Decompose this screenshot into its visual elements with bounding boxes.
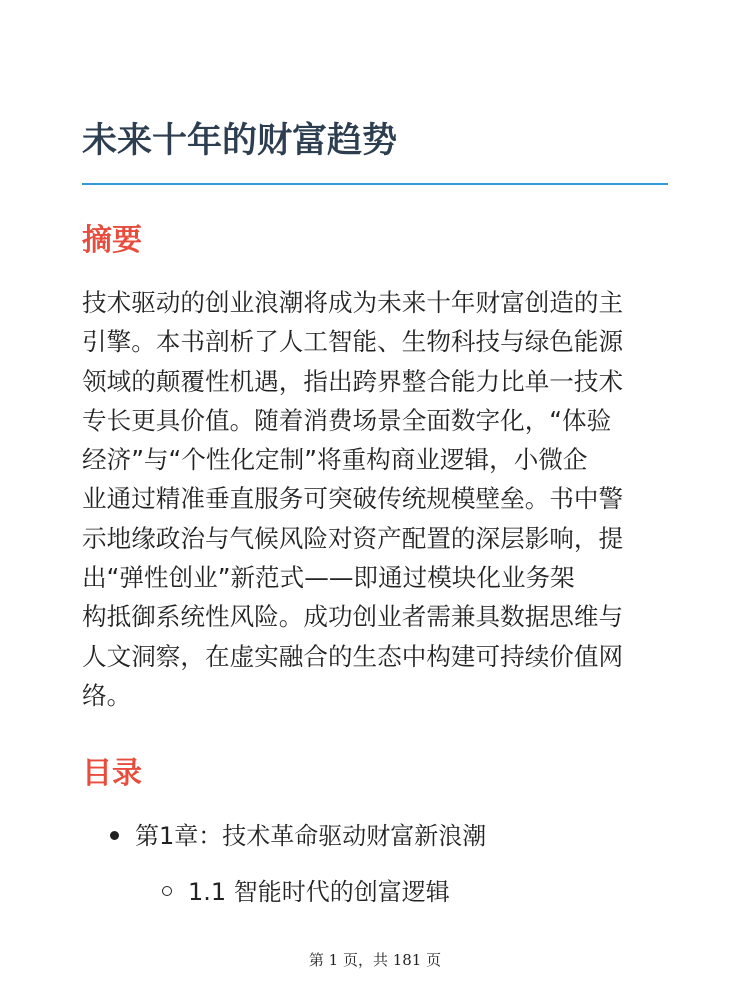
page-footer: 第 1 页，共 181 页: [308, 951, 442, 969]
abstract-line: 专长更具价值。随着消费场景全面数字化，“体验: [82, 405, 612, 435]
abstract-line: 人文洞察，在虚实融合的生态中构建可持续价值网: [82, 641, 624, 671]
abstract-line: 构抵御系统性风险。成功创业者需兼具数据思维与: [82, 602, 624, 632]
abstract-line: 技术驱动的创业浪潮将成为未来十年财富创造的主: [82, 288, 624, 317]
toc-heading: 目录: [82, 756, 142, 791]
bullet-disc-icon: [110, 831, 119, 840]
bullet-circle-icon: [162, 886, 172, 896]
abstract-line: 业通过精准垂直服务可突破传统规模壁垒。书中警: [82, 484, 624, 514]
abstract-paragraph: [82, 283, 672, 715]
abstract-line: 领域的颠覆性机遇，指出跨界整合能力比单一技术: [82, 366, 624, 396]
abstract-line: 示地缘政治与气候风险对资产配置的深层影响，提: [82, 523, 624, 553]
abstract-line: 经济”与“个性化定制”将重构商业逻辑，小微企: [82, 445, 588, 475]
title-divider: [82, 183, 668, 185]
toc-item-label: 第1章：技术革命驱动财富新浪潮: [135, 822, 487, 850]
toc-item-chapter-1[interactable]: [110, 818, 486, 854]
abstract-line: 出“弹性创业”新范式——即通过模块化业务架: [82, 563, 575, 593]
abstract-line: 络。: [82, 680, 132, 710]
document-title: 未来十年的财富趋势: [82, 121, 398, 161]
toc-item-label: 1.1 智能时代的创富逻辑: [188, 878, 450, 906]
abstract-line: 引擎。本书剖析了人工智能、生物科技与绿色能源: [82, 327, 624, 357]
abstract-heading: 摘要: [82, 223, 142, 258]
toc-item-section-1-1[interactable]: [162, 874, 450, 910]
